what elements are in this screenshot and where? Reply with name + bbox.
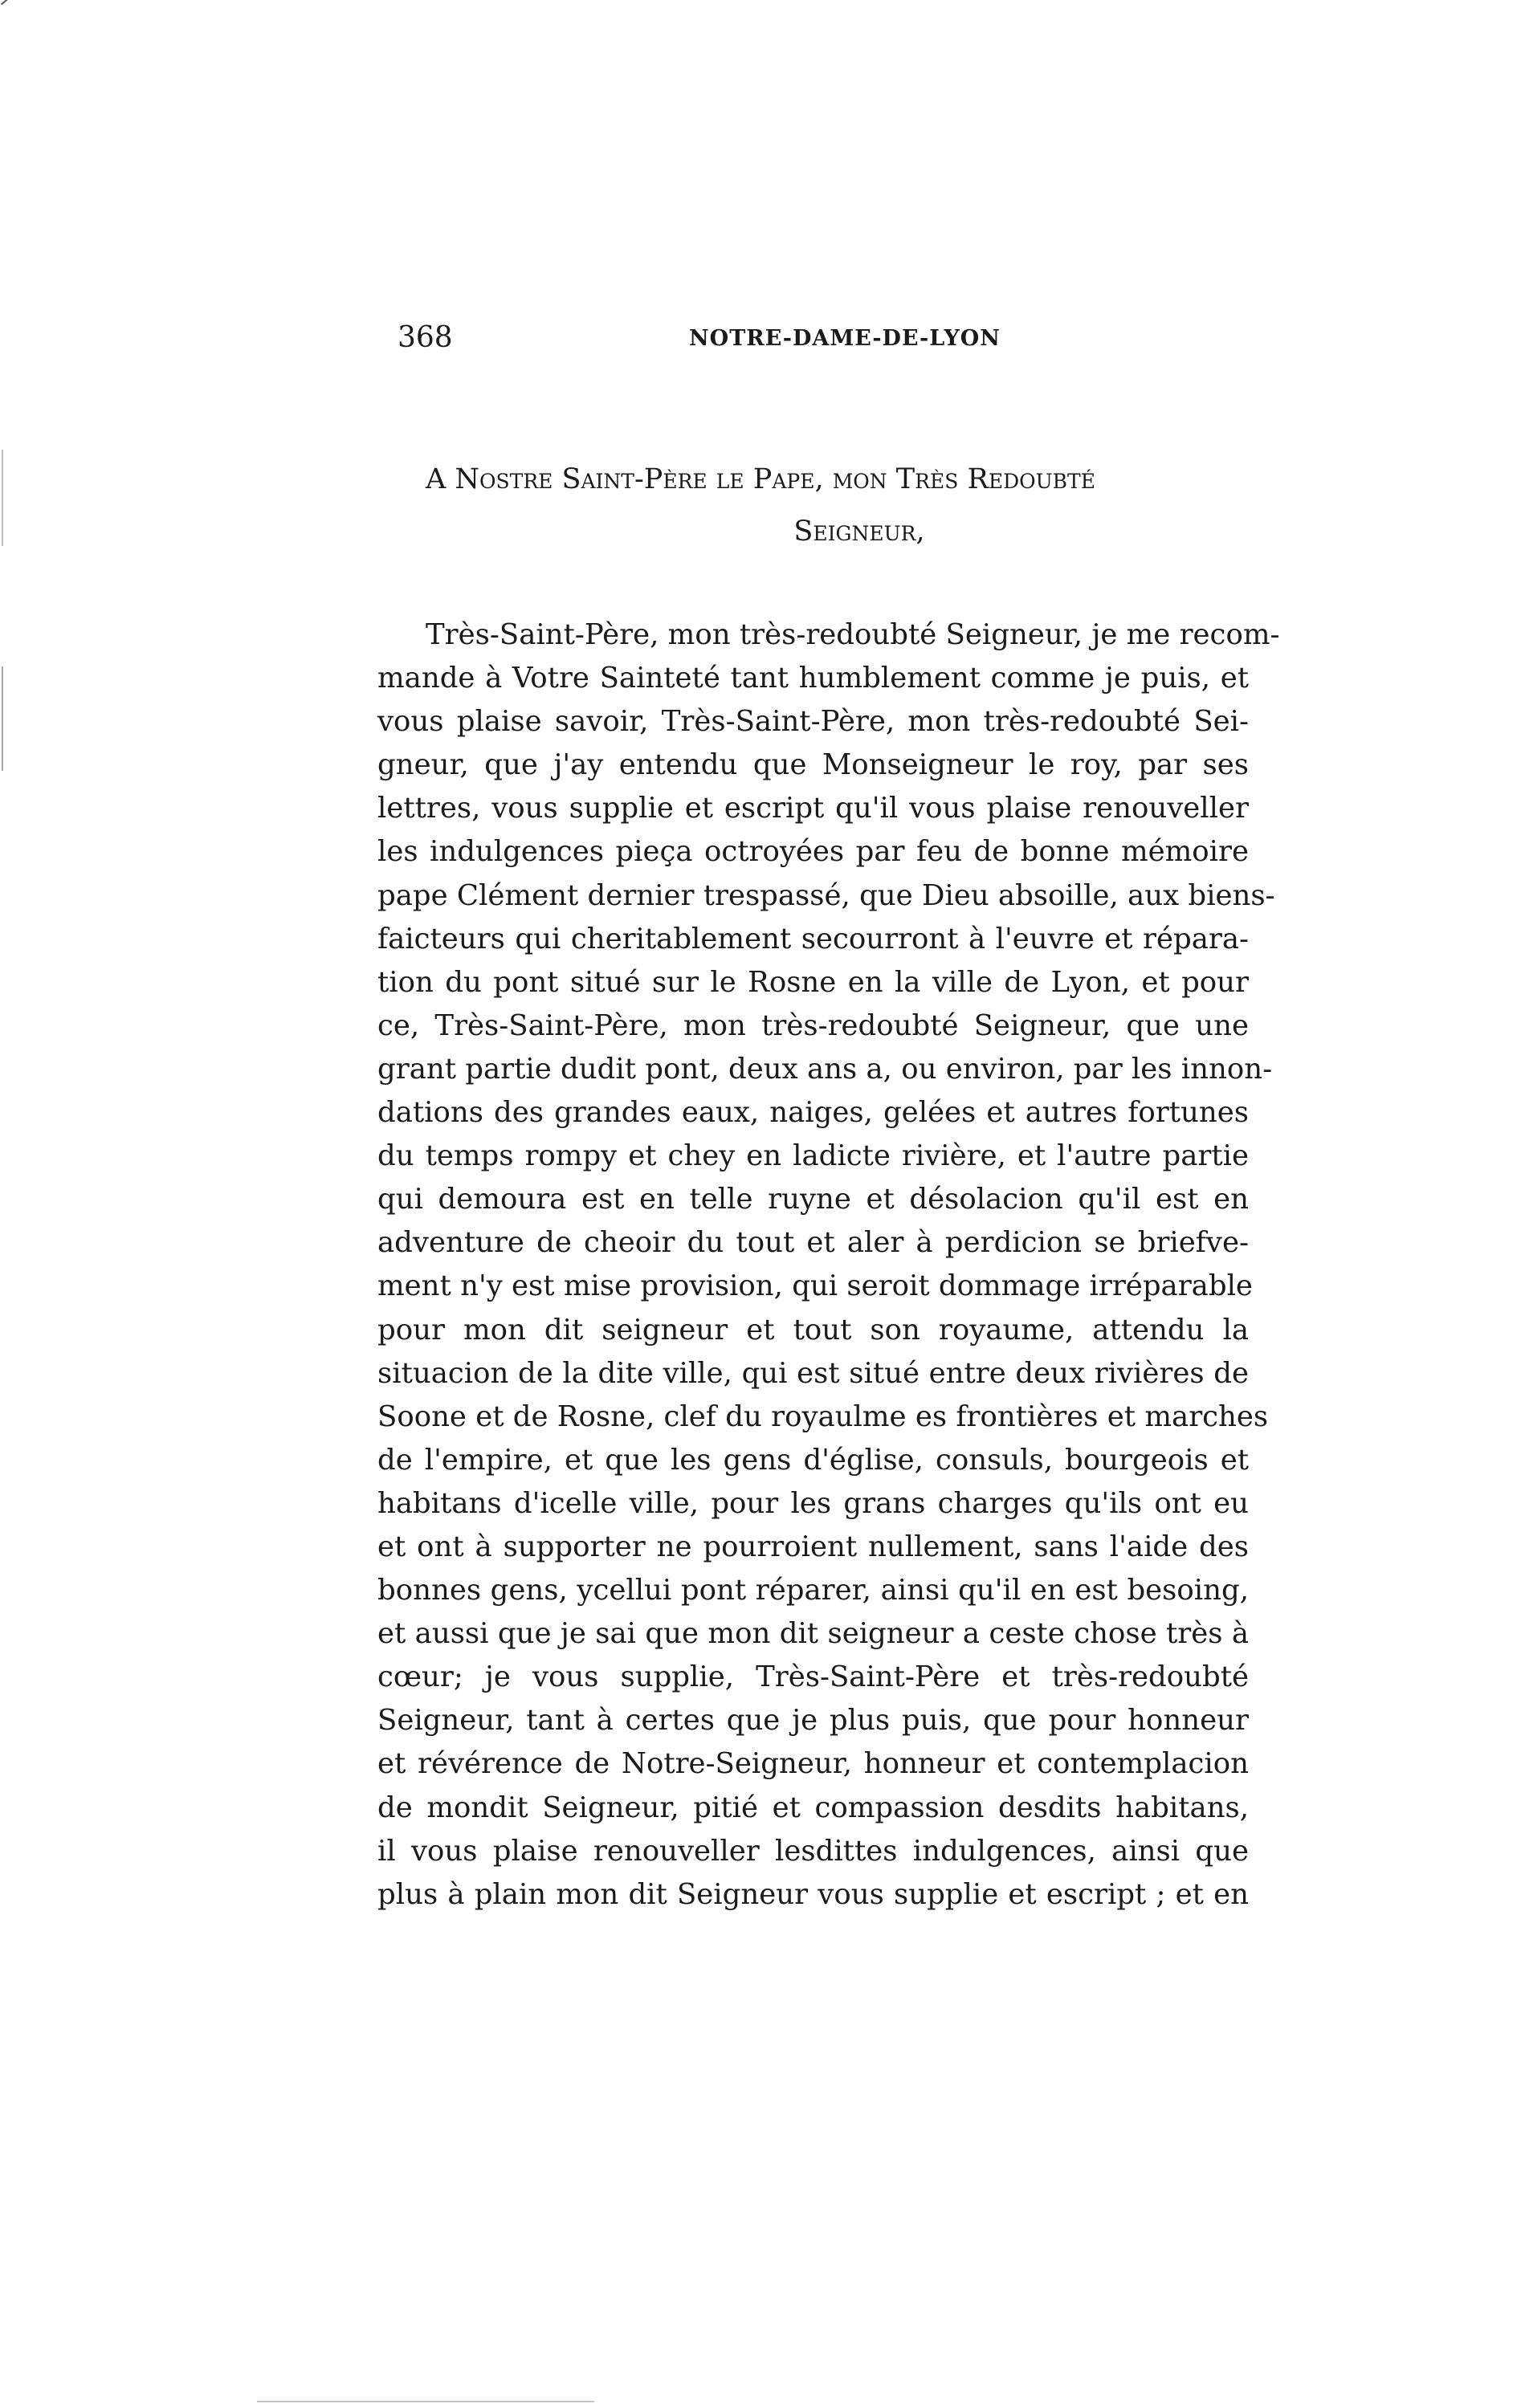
scan-mark <box>257 2401 594 2402</box>
text-line: faicteurs qui cheritablement secourront à l'euvre et répara- <box>377 922 1249 955</box>
letter-address <box>377 454 1261 558</box>
text-line: adventure de cheoir du tout et aler à perdicion se briefve- <box>377 1226 1249 1260</box>
address-line: Seigneur, <box>793 515 925 548</box>
text-line: il vous plaise renouveller lesdittes indulgences, ainsi que <box>377 1834 1249 1868</box>
text-line: grant partie dudit pont, deux ans a, ou environ, par les innon- <box>377 1052 1273 1086</box>
text-line: Seigneur, tant à certes que je plus puis, que pour honneur <box>377 1704 1249 1738</box>
text-line: situacion de la dite ville, qui est situé entre deux rivières de <box>377 1356 1249 1390</box>
text-line: vous plaise savoir, Très-Saint-Père, mon très-redoubté Sei- <box>377 705 1249 739</box>
text-line: pour mon dit seigneur et tout son royaume, attendu la <box>377 1313 1249 1347</box>
text-line: ce, Très-Saint-Père, mon très-redoubté Seigneur, que une <box>377 1008 1249 1042</box>
text-line: mande à Votre Sainteté tant humblement comme je puis, et <box>377 662 1249 695</box>
text-line: habitans d'icelle ville, pour les grans charges qu'ils ont eu <box>377 1486 1249 1520</box>
text-line: lettres, vous supplie et escript qu'il vous plaise renouveller <box>377 792 1249 825</box>
text-line: de l'empire, et que les gens d'église, consuls, bourgeois et <box>377 1443 1249 1477</box>
text-line: Soone et de Rosne, clef du royaulme es frontières et marches <box>377 1400 1269 1433</box>
text-line: cœur; je vous supplie, Très-Saint-Père et très-redoubté <box>377 1660 1249 1694</box>
scan-mark <box>2 450 3 546</box>
text-line: plus à plain mon dit Seigneur vous supplie et escript ; et en <box>377 1877 1249 1911</box>
text-line: et aussi que je sai que mon dit seigneur a ceste chose très à <box>377 1617 1249 1651</box>
page-number: 368 <box>398 321 453 354</box>
address-line: A Nostre Saint-Père le Pape, mon Très Redoubté <box>426 463 1095 495</box>
text-line: et révérence de Notre-Seigneur, honneur et contemplacion <box>377 1747 1249 1781</box>
text-line: dations des grandes eaux, naiges, gelées et autres fortunes <box>377 1096 1249 1130</box>
text-line: tion du pont situé sur le Rosne en la ville de Lyon, et pour <box>377 965 1249 999</box>
text-line: Très-Saint-Père, mon très-redoubté Seigneur, je me recom- <box>426 618 1280 651</box>
scan-mark <box>2 666 3 771</box>
text-line: bonnes gens, ycellui pont réparer, ainsi qu'il en est besoing, <box>377 1574 1249 1607</box>
text-line: qui demoura est en telle ruyne et désolacion qu'il est en <box>377 1183 1249 1216</box>
text-line: ment n'y est mise provision, qui seroit dommage irréparable <box>377 1269 1253 1303</box>
text-line: les indulgences pieça octroyées par feu de bonne mémoire <box>377 835 1249 869</box>
text-line: du temps rompy et chey en ladicte rivière, et l'autre partie <box>377 1139 1249 1173</box>
letter-body <box>377 613 1280 1917</box>
running-head <box>381 321 1265 369</box>
text-line: gneur, que j'ay entendu que Monseigneur le roy, par ses <box>377 748 1249 782</box>
scan-mark <box>1 0 10 5</box>
text-line: pape Clément dernier trespassé, que Dieu absoille, aux biens- <box>377 878 1275 912</box>
text-line: et ont à supporter ne pourroient nullement, sans l'aide des <box>377 1530 1249 1563</box>
text-line: de mondit Seigneur, pitié et compassion desdits habitans, <box>377 1791 1249 1824</box>
running-title: NOTRE-DAME-DE-LYON <box>689 326 1001 351</box>
